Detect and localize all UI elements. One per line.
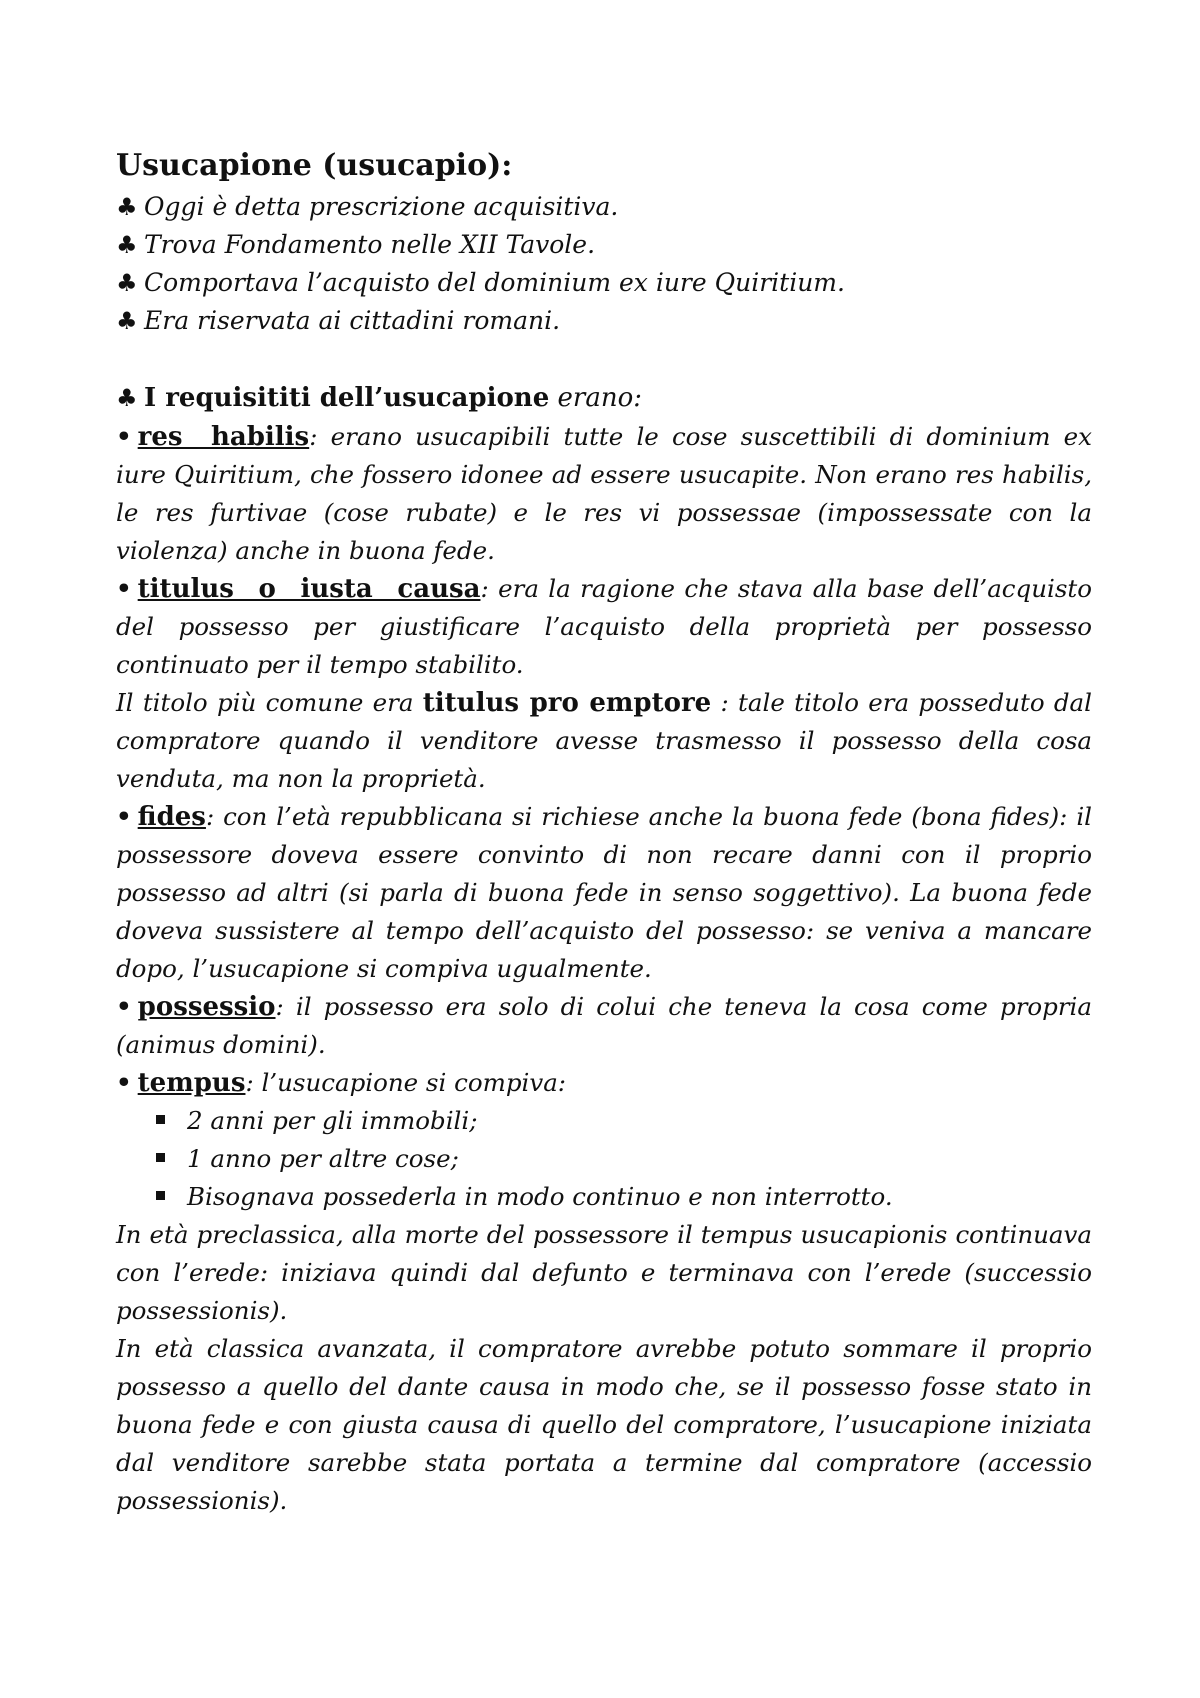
requirement-term: possessio [137, 992, 276, 1022]
square-bullet-icon [156, 1115, 165, 1124]
requirement-text: : era la ragione che stava alla base dell’acquisto del possesso per giustificare l’acquisto della proprietà per possesso continuato per il tempo stabilito. [116, 574, 1092, 679]
requirement-term: fides [137, 802, 206, 832]
bullet-icon: • [116, 802, 132, 831]
intro-item [116, 226, 1092, 264]
paragraph-text: Il titolo più comune era [116, 688, 423, 717]
requirements-heading-bold: I requisititi dell’usucapione [144, 383, 550, 413]
bullet-icon: • [116, 1068, 132, 1097]
titolo-comune-paragraph [116, 684, 1092, 798]
bullet-icon: • [116, 992, 132, 1021]
requirement-titulus [116, 570, 1092, 684]
requirement-fides [116, 798, 1092, 988]
intro-text: Trova Fondamento nelle XII Tavole. [144, 230, 596, 259]
bullet-icon: • [116, 574, 132, 603]
square-bullet-icon [156, 1191, 165, 1200]
club-icon: ♣ [116, 269, 138, 297]
list-item-text: 1 anno per altre cose; [187, 1144, 459, 1173]
requirement-res-habilis [116, 418, 1092, 570]
requirement-term: res habilis [137, 422, 310, 452]
classica-paragraph: In età classica avanzata, il compratore avrebbe potuto sommare il proprio possesso a quello del dante causa in modo che, se il possesso fosse stato in buona fede e con giusta causa di quello del compratore, l’usucapione iniziata dal venditore sarebbe stata portata a termine dal compratore (accessio possessionis). [116, 1334, 1092, 1515]
requirement-tempus [116, 1064, 1092, 1102]
tempus-list [116, 1102, 1092, 1216]
intro-item [116, 302, 1092, 340]
square-bullet-icon [156, 1153, 165, 1162]
bullet-icon: • [116, 422, 132, 451]
requirements-heading [116, 378, 1092, 418]
requirement-text: : il possesso era solo di colui che teneva la cosa come propria (animus domini). [116, 992, 1092, 1059]
strong-term: titulus pro emptore [422, 688, 712, 718]
requirements-heading-italic: erano: [549, 383, 642, 413]
list-item-text: Bisognava possederla in modo continuo e non interrotto. [187, 1182, 893, 1211]
paragraph-text: : tale titolo era posseduto dal compratore quando il venditore avesse trasmesso il possesso della cosa venduta, ma non la proprietà. [116, 688, 1092, 793]
requirement-text: : l’usucapione si compiva: [245, 1068, 567, 1097]
club-icon: ♣ [116, 384, 138, 412]
intro-item [116, 188, 1092, 226]
intro-item [116, 264, 1092, 302]
intro-text: Comportava l’acquisto del dominium ex iure Quiritium. [144, 268, 845, 297]
club-icon: ♣ [116, 193, 138, 221]
intro-text: Era riservata ai cittadini romani. [144, 306, 561, 335]
page-title: Usucapione (usucapio): [116, 148, 513, 183]
intro-text: Oggi è detta prescrizione acquisitiva. [144, 192, 619, 221]
requirement-term: tempus [137, 1068, 246, 1098]
preclassica-paragraph: In età preclassica, alla morte del possessore il tempus usucapionis continuava con l’erede: iniziava quindi dal defunto e terminava con l’erede (successio possessionis). [116, 1220, 1092, 1325]
requirement-text: : erano usucapibili tutte le cose suscettibili di dominium ex iure Quiritium, che fossero idonee ad essere usucapite. Non erano res habilis, le res furtivae (cose rubate) e le res vi possessae (impossessate con la violenza) anche in buona fede. [116, 422, 1092, 565]
spacer [116, 340, 1092, 378]
list-item-text: 2 anni per gli immobili; [187, 1106, 478, 1135]
list-item [156, 1178, 1092, 1216]
requirement-text: : con l’età repubblicana si richiese anche la buona fede (bona fides): il possessore doveva essere convinto di non recare danni con il proprio possesso ad altri (si parla di buona fede in senso soggettivo). La buona fede doveva sussistere al tempo dell’acquisto del possesso: se veniva a mancare dopo, l’usucapione si compiva ugualmente. [116, 802, 1092, 983]
list-item [156, 1140, 1092, 1178]
list-item [156, 1102, 1092, 1140]
requirement-term: titulus o iusta causa [137, 574, 481, 604]
club-icon: ♣ [116, 231, 138, 259]
club-icon: ♣ [116, 307, 138, 335]
requirement-possessio [116, 988, 1092, 1064]
